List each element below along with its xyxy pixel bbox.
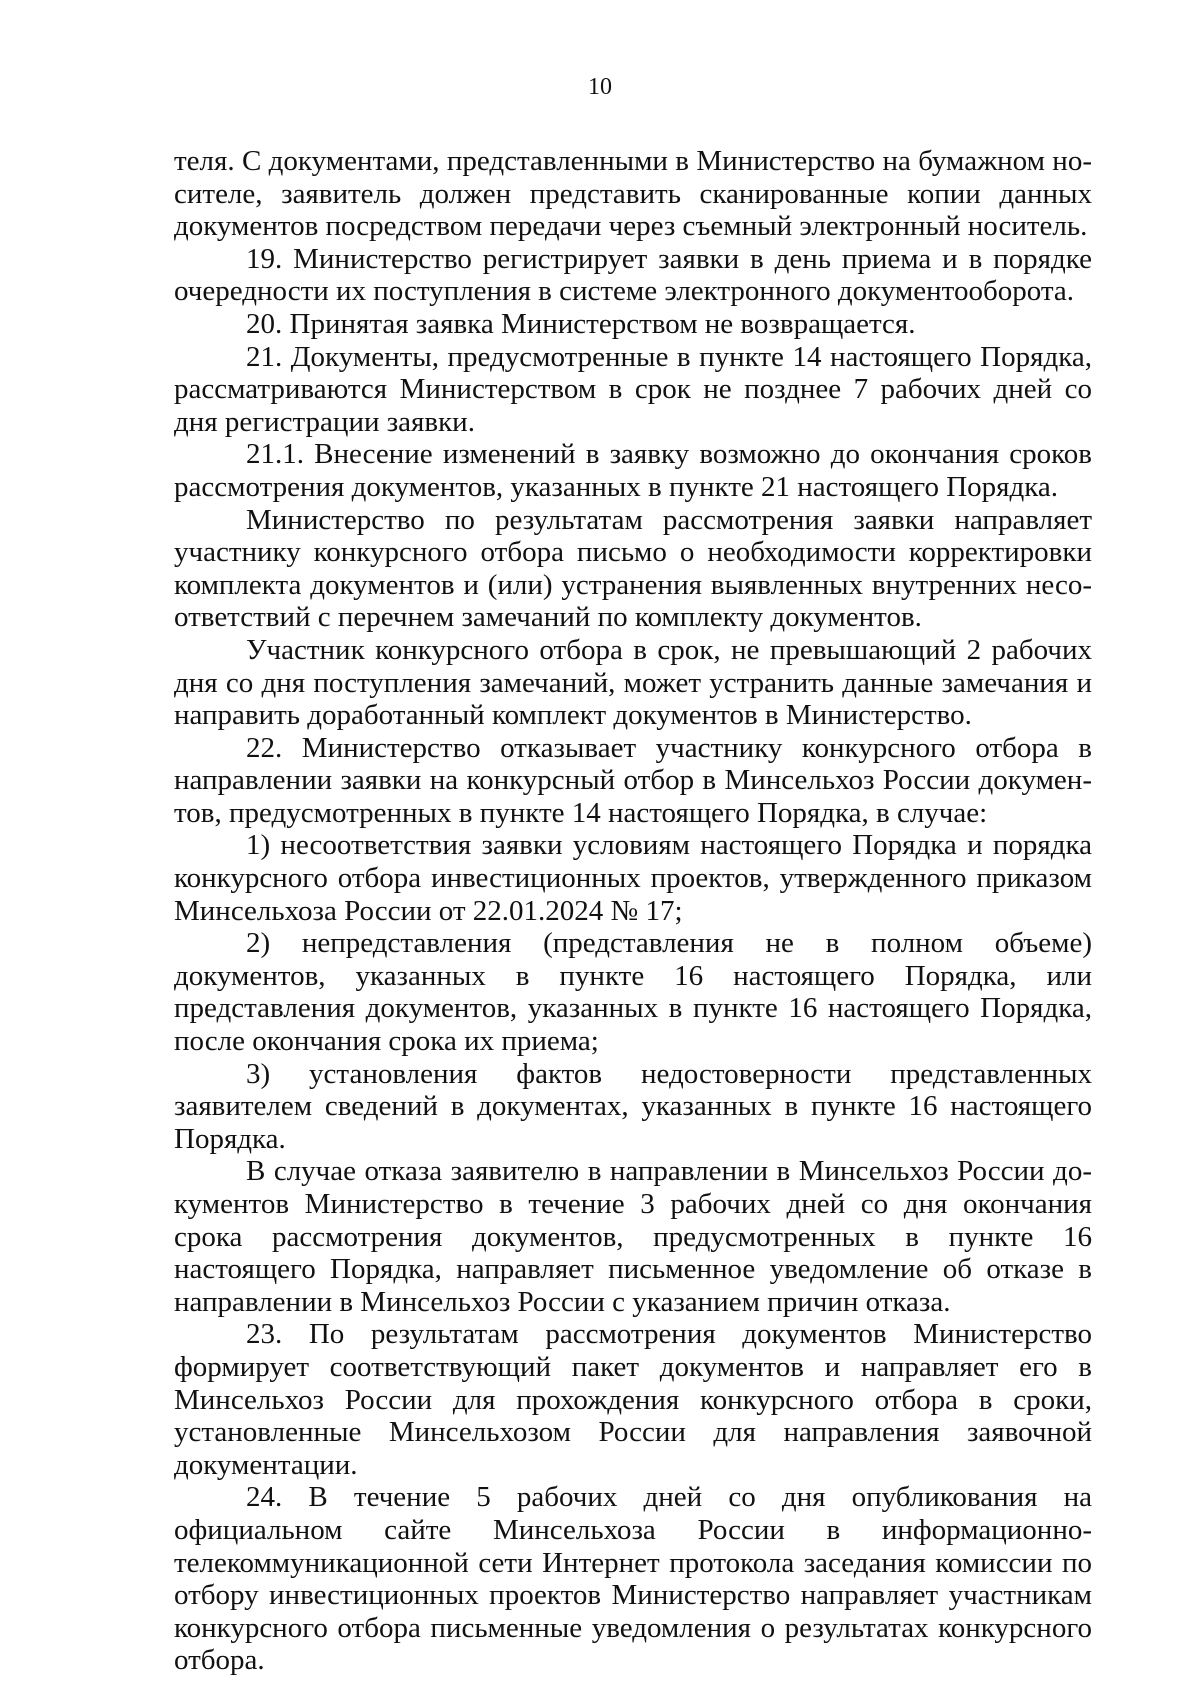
- paragraph-23: 23. По результатам рассмотрения документов Министерство формирует соответствующий пакет документов и направляет его в Минсельхоз России для прохождения конкурсного отбора в сроки, установленные Минсельхозом России для направления заявочной документации.: [174, 1318, 1092, 1481]
- paragraph-19: 19. Министерство регистрирует заявки в день приема и в порядке очередности их поступления в системе электронного документооборота.: [174, 242, 1092, 308]
- paragraph-continuation: теля. С документами, представленными в Министерство на бумажном носителе, заявитель должен представить сканированные копии данных документов посредством передачи через съемный электронный носитель.: [174, 145, 1092, 243]
- document-body: [174, 145, 1092, 1677]
- paragraph-22-item-2: 2) непредставления (представления не в полном объеме) документов, указанных в пункте 16 настоящего Порядка, или представления документов, указанных в пункте 16 настоящего Порядка, после окончания срока их приема;: [174, 927, 1092, 1058]
- paragraph-21-1: 21.1. Внесение изменений в заявку возможно до окончания сроков рассмотрения документов, указанных в пункте 21 настоящего Порядка.: [174, 438, 1092, 503]
- paragraph-22: 22. Министерство отказывает участнику конкурсного отбора в направлении заявки на конкурсный отбор в Минсельхоз России документов, предусмотренных в пункте 14 настоящего Порядка, в случае:: [174, 731, 1092, 829]
- page-number: 10: [588, 74, 612, 100]
- paragraph-refusal-notice: В случае отказа заявителю в направлении в Минсельхоз России документов Министерство в течение 3 рабочих дней со дня окончания срока рассмотрения документов, предусмотренных в пункте 16 настоящего Порядка, направляет письменное уведомление об отказе в направлении в Минсельхоз России с указанием причин отказа.: [174, 1155, 1092, 1318]
- paragraph-22-item-1: 1) несоответствия заявки условиям настоящего Порядка и порядка конкурсного отбора инвестиционных проектов, утвержденного приказом Минсельхоза России от 22.01.2024 № 17;: [174, 829, 1092, 927]
- paragraph-20: 20. Принятая заявка Министерством не возвращается.: [246, 307, 916, 340]
- paragraph-22-item-3: 3) установления фактов недостоверности представленных заявителем сведений в документах, указанных в пункте 16 настоящего Порядка.: [174, 1057, 1092, 1155]
- paragraph-ministry-review: Министерство по результатам рассмотрения заявки направляет участнику конкурсного отбора письмо о необходимости корректировки комплекта документов и (или) устранения выявленных внутренних несоответствий с перечнем замечаний по комплекту документов.: [174, 503, 1092, 634]
- paragraph-24: 24. В течение 5 рабочих дней со дня опубликования на официальном сайте Минсельхоза России в информационно-телекоммуникационной сети Интернет протокола заседания комиссии по отбору инвестиционных проектов Министерство направляет участникам конкурсного отбора письменные уведомления о результатах конкурсного отбора.: [174, 1481, 1092, 1677]
- paragraph-21: 21. Документы, предусмотренные в пункте 14 настоящего Порядка, рассматриваются Министерством в срок не позднее 7 рабочих дней со дня регистрации заявки.: [174, 340, 1092, 438]
- paragraph-participant-corrections: Участник конкурсного отбора в срок, не превышающий 2 рабочих дня со дня поступления замечаний, может устранить данные замечания и направить доработанный комплект документов в Министерство.: [174, 633, 1092, 732]
